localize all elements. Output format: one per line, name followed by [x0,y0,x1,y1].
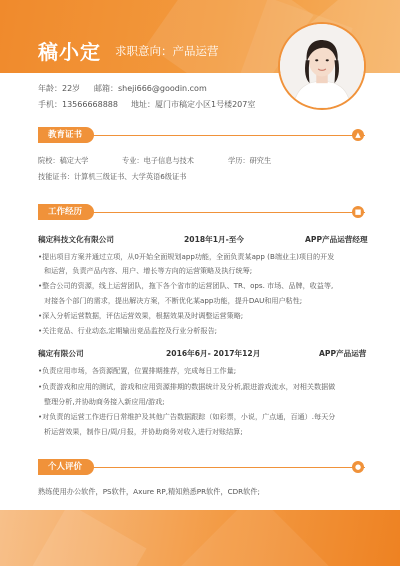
footer-decoration [24,510,147,566]
portrait-photo [280,24,364,108]
avatar [278,22,366,110]
address-field: 地址：厦门市稿定小区1号楼207室 [131,100,256,109]
job-company: 稿定有限公司 [38,349,84,358]
job-intent: 求职意向：产品运营 [115,44,219,58]
job-period: 2016年6月- 2017年12月 [166,349,261,358]
job-period: 2018年1月-至今 [184,235,244,244]
job-bullet: •整合公司的资源，线上运营团队，拖下各个省市的运营团队、TR、ops. 市场、品牌，收益等, [38,281,334,290]
section-title-education: 教育证书 [38,127,94,143]
skills-field: 技能证书：计算机三级证书、大学英语6级证书 [38,172,187,181]
section-title-work: 工作经历 [38,204,94,220]
email-field: 邮箱：sheji666@goodin.com [94,84,207,93]
section-title-evaluation: 个人评价 [38,459,94,475]
school-field: 院校：稿定大学 [38,156,89,165]
job-bullet: •对负责的运营工作进行日常维护及其他广告数据跟踪（如彩票，小说，广点通，百通）.每天分 [38,412,336,421]
job-bullet: 析运营效果，制作日/周/月报，并协助商务对收入进行对账结算; [44,427,243,436]
job-bullet: •负责应用市场，各资源配置，位置排期推荐，完成每日工作量; [38,366,237,375]
degree-field: 学历：研究生 [228,156,272,165]
evaluation-text: 熟练使用办公软件，PS软件，Axure RP,精知熟悉PR软件，CDR软件; [38,487,260,496]
job-role: APP产品运营经理 [305,235,368,244]
job-company: 稿定科技文化有限公司 [38,235,114,244]
user-icon: ● [352,461,364,473]
job-bullet: 和运营，负责产品内容、用户、增长等方向的运营策略及执行统筹; [44,266,253,275]
footer-band [0,510,400,566]
job-role: APP产品运营 [319,349,367,358]
job-bullet: •负责游戏和应用的测试，游戏和应用资源排期的数据统计及分析,跟进游戏流水，对相关数据做 [38,382,336,391]
footer-decoration [177,510,333,566]
phone-field: 手机：13566668888 [38,100,118,109]
job-bullet: 整理分析,并协助商务接入新应用/游戏; [44,397,165,406]
major-field: 专业：电子信息与技术 [122,156,194,165]
briefcase-icon: ■ [352,206,364,218]
candidate-name: 稿小定 [38,40,101,64]
job-bullet: •深入分析运营数据，评估运营效果，根据效果及时调整运营策略; [38,311,244,320]
age-field: 年龄：22岁 [38,84,81,93]
job-bullet: •提出项目方案并通过立项，从0开始全面规划app功能，全面负责某app (B端业主)项目的开发 [38,252,335,261]
graduation-cap-icon: ▲ [352,129,364,141]
job-bullet: •关注竞品、行业动态,定期输出竞品监控及行业分析报告; [38,326,218,335]
job-bullet: 对接各个部门的需求，提出解决方案，不断优化某app功能，提升DAU和用户粘性; [44,296,303,305]
